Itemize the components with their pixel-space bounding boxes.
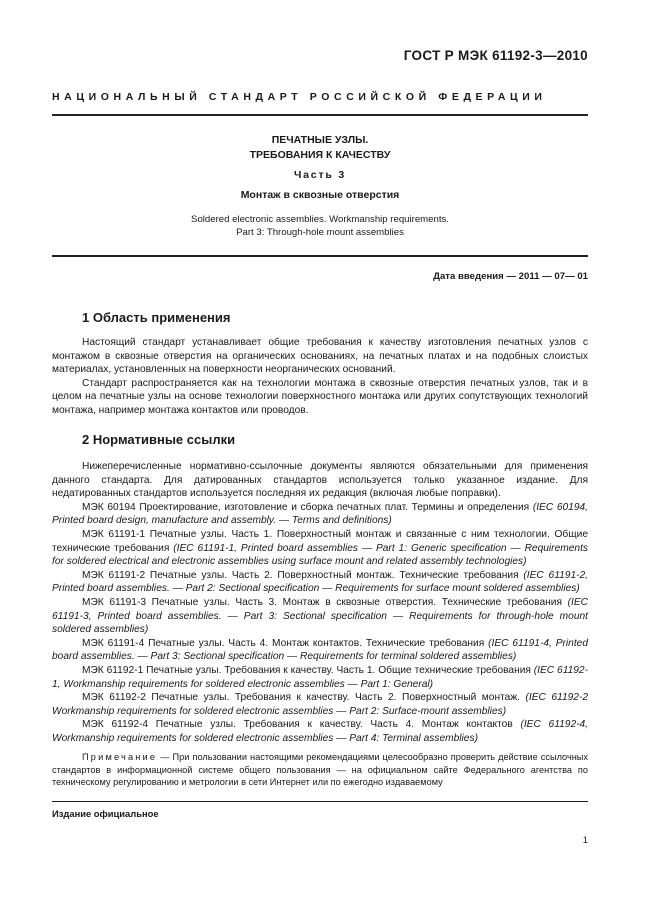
section-1-paragraph-1: Настоящий стандарт устанавливает общие требования к качеству изготовления печатных узлов с монтажом в сквозные отверстия на органических основаниях, на печатных платах и на подобных слоистых материалах, установленных на поверхности неорганических оснований. bbox=[52, 337, 588, 376]
reference-item: МЭК 61192-2 Печатные узлы. Требования к качеству. Часть 2. Поверхностный монтаж. (IEC 61192-2 Workmanship requirements for soldered electronic assemblies — Part 2: Surface-mount assemblies) bbox=[52, 692, 589, 717]
title-line-2: ТРЕБОВАНИЯ К КАЧЕСТВУ bbox=[249, 149, 391, 161]
reference-item: МЭК 61191-1 Печатные узлы. Часть 1. Поверхностный монтаж и связанные с ним технологии. Общие технические требования (IEC 61191-1, Printed board assemblies — Part 1: Generic specification — Requirements for soldered electrical and electronic assemblies using surface mount and related assembly technologies) bbox=[52, 528, 588, 568]
section-2-body bbox=[52, 460, 588, 789]
top-divider bbox=[52, 114, 588, 116]
section-2-intro: Нижеперечисленные нормативно-ссылочные документы являются обязательными для применения данного стандарта. Для датированных стандартов используется только указанное издание. Для недатированных стандартов используется последняя их редакция (включая любые поправки). bbox=[52, 461, 588, 500]
note-text: — При пользовании настоящими рекомендациями целесообразно проверить действие ссылочных стандартов в информационной системе общего пользования — на официальном сайте Федерального агентства по техническому регулированию и метрологии в сети Интернет или по ежегодно издаваемому bbox=[52, 752, 588, 788]
section-1-paragraph-2: Стандарт распространяется как на технологии монтажа в сквозные отверстия печатных узлов, так и в целом на печатные узлы на основе технологии поверхностного монтажа или других сопутствующих технологий монтажа, например монтажа контактов или проводов. bbox=[52, 377, 588, 416]
reference-item: МЭК 61191-4 Печатные узлы. Часть 4. Монтаж контактов. Технические требования (IEC 61191-4, Printed board assemblies. — Part 3: Sectional specification — Requirements for terminal soldered assemblies) bbox=[52, 637, 588, 663]
reference-item: МЭК 61191-3 Печатные узлы. Часть 3. Монтаж в сквозные отверстия. Технические требования (IEC 61191-3, Printed board assemblies. — Part 3: Sectional specification — Requirements for through-hole mount soldered assemblies) bbox=[52, 596, 588, 636]
title-line-1: ПЕЧАТНЫЕ УЗЛЫ. bbox=[271, 134, 369, 146]
introduction-date: Дата введения — 2011 — 07— 01 bbox=[433, 271, 588, 282]
reference-item: МЭК 60194 Проектирование, изготовление и сборка печатных плат. Термины и определения (IEC 60194, Printed board design, manufacture and assembly. — Terms and definitions) bbox=[52, 501, 588, 527]
title-divider bbox=[52, 255, 588, 257]
english-title bbox=[52, 213, 588, 239]
english-title-line-1: Soldered electronic assemblies. Workmanship requirements. bbox=[191, 214, 449, 225]
reference-item: МЭК 61192-4 Печатные узлы. Требования к качеству. Часть 4. Монтаж контактов (IEC 61192-4, Workmanship requirements for soldered electronic assemblies — Part 4: Terminal assemblies) bbox=[52, 719, 589, 744]
footer-divider bbox=[52, 801, 588, 802]
note-label: Примечание bbox=[82, 752, 158, 763]
page-number: 1 bbox=[582, 834, 588, 845]
reference-item: МЭК 61191-2 Печатные узлы. Часть 2. Поверхностный монтаж. Технические требования (IEC 61191-2, Printed board assemblies. — Part 2: Sectional specification — Requirements for surface mount soldered assemblies) bbox=[52, 569, 588, 595]
subtitle: Монтаж в сквозные отверстия bbox=[240, 189, 400, 201]
title-block bbox=[52, 133, 588, 239]
note-paragraph bbox=[52, 751, 588, 788]
part-label: Часть 3 bbox=[293, 169, 346, 181]
section-1-body bbox=[52, 336, 588, 418]
section-1-heading: 1 Область применения bbox=[82, 310, 231, 325]
reference-item: МЭК 61192-1 Печатные узлы. Требования к качеству. Часть 1. Общие технические требования (IEC 61192-1, Workmanship requirements for soldered electronic assemblies — Part 1: General) bbox=[52, 664, 588, 690]
section-2-heading: 2 Нормативные ссылки bbox=[82, 432, 236, 447]
document-id: ГОСТ Р МЭК 61192-3—2010 bbox=[403, 48, 588, 63]
official-edition-label: Издание официальное bbox=[52, 808, 159, 819]
national-standard-banner: НАЦИОНАЛЬНЫЙ СТАНДАРТ РОССИЙСКОЙ ФЕДЕРАЦИИ bbox=[52, 91, 547, 103]
english-title-line-2: Part 3: Through-hole mount assemblies bbox=[236, 227, 404, 238]
